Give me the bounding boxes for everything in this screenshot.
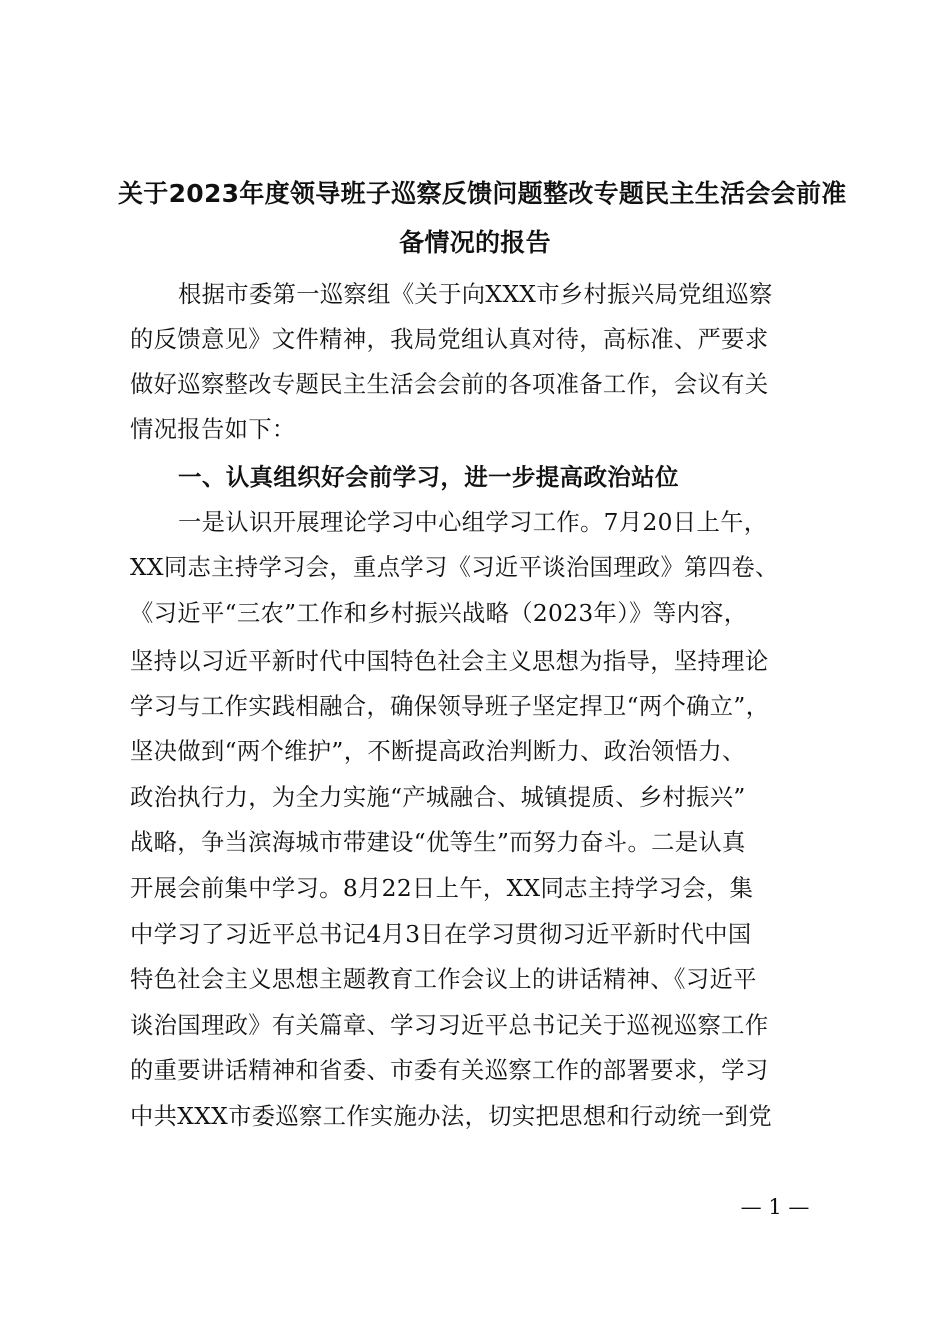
intro-line: 根据市委第一巡察组《关于向XXX市乡村振兴局党组巡察 — [178, 281, 773, 308]
document-title-line-1: 关于2023年度领导班子巡察反馈问题整改专题民主生活会会前准 — [118, 179, 847, 208]
body-line: 战略，争当滨海城市带建设“优等生”而努力奋斗。二是认真 — [130, 829, 746, 856]
intro-line: 情况报告如下： — [130, 416, 296, 443]
body-line: 的重要讲话精神和省委、市委有关巡察工作的部署要求，学习 — [130, 1057, 769, 1084]
body-line: 中共XXX市委巡察工作实施办法，切实把思想和行动统一到党 — [130, 1103, 772, 1130]
body-line: 谈治国理政》有关篇章、学习习近平总书记关于巡视巡察工作 — [130, 1012, 769, 1039]
body-line: 学习与工作实践相融合，确保领导班子坚定捍卫“两个确立”， — [130, 693, 770, 720]
body-line: 特色社会主义思想主题教育工作会议上的讲话精神、《习近平 — [130, 966, 757, 993]
body-line: 一是认识开展理论学习中心组学习工作。7月20日上午， — [178, 509, 768, 536]
body-line: 坚持以习近平新时代中国特色社会主义思想为指导，坚持理论 — [130, 648, 769, 675]
body-line: 政治执行力，为全力实施“产城融合、城镇提质、乡村振兴” — [130, 784, 746, 811]
body-line: 中学习了习近平总书记4月3日在学习贯彻习近平新时代中国 — [130, 921, 752, 948]
intro-line: 的反馈意见》文件精神，我局党组认真对待，高标准、严要求 — [130, 326, 769, 353]
section-1-heading: 一、认真组织好会前学习，进一步提高政治站位 — [178, 463, 679, 491]
body-line: 坚决做到“两个维护”，不断提高政治判断力、政治领悟力、 — [130, 738, 746, 765]
body-line: 《习近平“三农”工作和乡村振兴战略（2023年）》等内容， — [130, 600, 748, 627]
body-line: XX同志主持学习会，重点学习《习近平谈治国理政》第四卷、 — [130, 554, 779, 581]
page-number: — 1 — — [740, 1195, 810, 1219]
document-title-line-2: 备情况的报告 — [399, 228, 551, 257]
intro-line: 做好巡察整改专题民主生活会会前的各项准备工作，会议有关 — [130, 371, 769, 398]
body-line: 开展会前集中学习。8月22日上午，XX同志主持学习会，集 — [130, 875, 754, 902]
